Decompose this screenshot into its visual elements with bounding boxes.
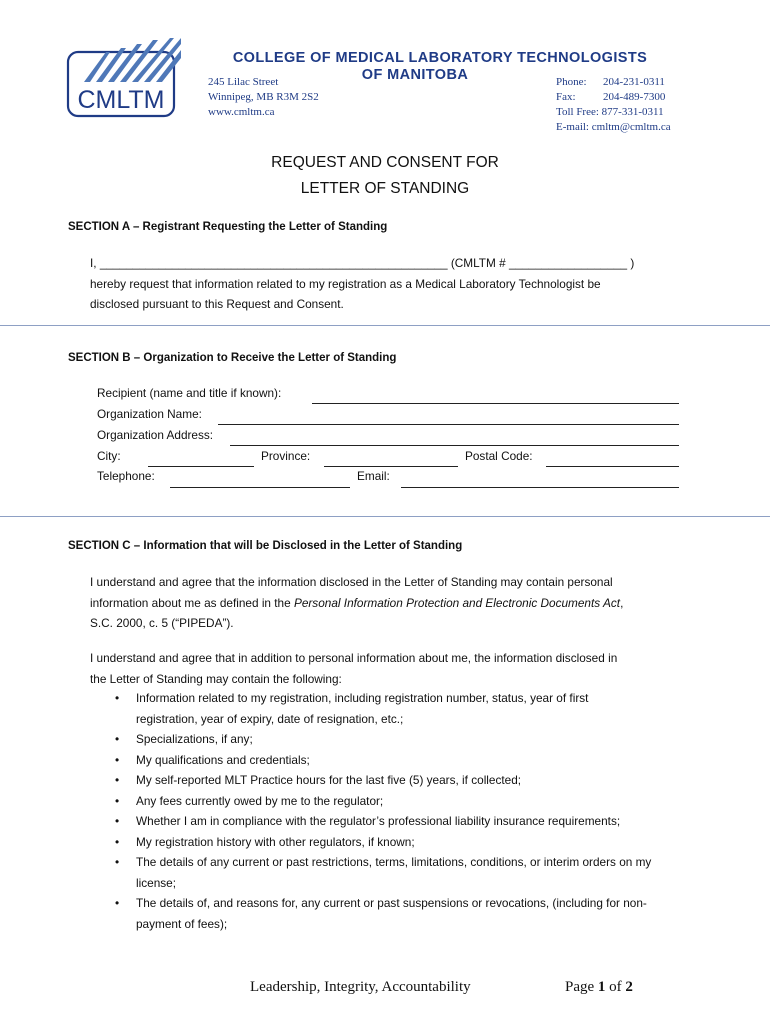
pipeda-title: Personal Information Protection and Electronic Documents Act	[293, 595, 621, 610]
contact-tollfree: Toll Free: 877-331-0311	[556, 106, 664, 118]
title-line1: REQUEST AND CONSENT FOR	[271, 154, 499, 171]
section-b-heading: SECTION B – Organization to Receive the Letter of Standing	[68, 352, 397, 364]
list-item: • My self-reported MLT Practice hours for the last five (5) years, if collected;	[90, 770, 690, 791]
org-name-label: Organization Name:	[97, 407, 202, 421]
address-street: 245 Lilac Street	[208, 76, 279, 88]
contact-fax: Fax: 204-489-7300	[556, 91, 666, 103]
list-item: • My qualifications and credentials;	[90, 750, 690, 771]
list-item: • Any fees currently owed by me to the regulator;	[90, 791, 690, 812]
section-c-p1-line1: I understand and agree that the information disclosed in the Letter of Standing may contain personal	[90, 575, 613, 589]
section-c-p1-line2: information about me as defined in the Personal Information Protection and Electronic Documents Act,	[90, 595, 624, 610]
document-title	[0, 150, 770, 202]
postal-code-label: Postal Code:	[465, 449, 533, 463]
org-name-line2: OF MANITOBA	[361, 67, 469, 83]
recipient-label: Recipient (name and title if known):	[97, 386, 282, 400]
section-c-para2	[90, 648, 690, 689]
telephone-label: Telephone:	[97, 469, 155, 483]
province-field[interactable]	[324, 466, 458, 467]
address-website: www.cmltm.ca	[208, 106, 275, 118]
section-c-p2-line2: the Letter of Standing may contain the following:	[90, 671, 342, 686]
province-label: Province:	[261, 449, 311, 463]
list-item: • Information related to my registration, including registration number, status, year of first registration, year of expiry, date of resignation, etc.;	[90, 688, 636, 729]
section-divider	[0, 516, 770, 517]
org-address	[208, 75, 319, 120]
org-address-label: Organization Address:	[97, 428, 214, 442]
logo-text: CMLTM	[77, 86, 165, 114]
section-divider	[0, 325, 770, 326]
section-a-body	[90, 253, 690, 315]
contact-phone: Phone: 204-231-0311	[556, 76, 665, 88]
section-c-para1	[90, 572, 690, 634]
section-c-p1-line3: S.C. 2000, c. 5 (“PIPEDA”).	[90, 616, 234, 630]
page-number: Page 1 of 2	[565, 979, 633, 995]
city-field[interactable]	[148, 466, 254, 467]
section-a-heading: SECTION A – Registrant Requesting the Letter of Standing	[68, 221, 388, 233]
list-item: • My registration history with other regulators, if known;	[90, 832, 690, 853]
list-item: • The details of any current or past restrictions, terms, limitations, conditions, or interim orders on my license;	[90, 852, 671, 893]
email-label: Email:	[357, 469, 390, 483]
list-item: • Specializations, if any;	[90, 729, 690, 750]
recipient-field[interactable]	[312, 403, 679, 404]
page-current: 1	[597, 979, 606, 995]
section-a-line1: I, _____________________________________________________ (CMLTM # __________________ )	[90, 256, 635, 270]
org-name-line1: COLLEGE OF MEDICAL LABORATORY TECHNOLOGISTS	[232, 50, 648, 66]
address-city: Winnipeg, MB R3M 2S2	[208, 91, 319, 103]
section-c-heading: SECTION C – Information that will be Disclosed in the Letter of Standing	[68, 540, 463, 552]
email-field[interactable]	[401, 487, 679, 488]
list-item: • Whether I am in compliance with the regulator’s professional liability insurance requirements;	[90, 811, 690, 832]
org-name-field[interactable]	[218, 424, 679, 425]
section-a-line3: disclosed pursuant to this Request and Consent.	[90, 297, 344, 311]
postal-code-field[interactable]	[546, 466, 679, 467]
org-address-field[interactable]	[230, 445, 679, 446]
title-line2: LETTER OF STANDING	[300, 180, 470, 197]
city-label: City:	[97, 449, 121, 463]
page-total: 2	[625, 979, 633, 995]
section-c-p2-line1: I understand and agree that in addition to personal information about me, the information disclosed in	[90, 651, 618, 665]
contact-email: E-mail: cmltm@cmltm.ca	[556, 121, 671, 133]
org-contact	[556, 75, 671, 135]
section-a-line2: hereby request that information related to my registration as a Medical Laboratory Technologist be	[90, 276, 601, 291]
footer-motto: Leadership, Integrity, Accountability	[250, 979, 471, 995]
disclosure-list	[90, 688, 690, 934]
list-item: • The details of, and reasons for, any current or past suspensions or revocations, (including for non-payment of fees);	[90, 893, 671, 934]
cmltm-logo	[66, 38, 186, 120]
telephone-field[interactable]	[170, 487, 350, 488]
